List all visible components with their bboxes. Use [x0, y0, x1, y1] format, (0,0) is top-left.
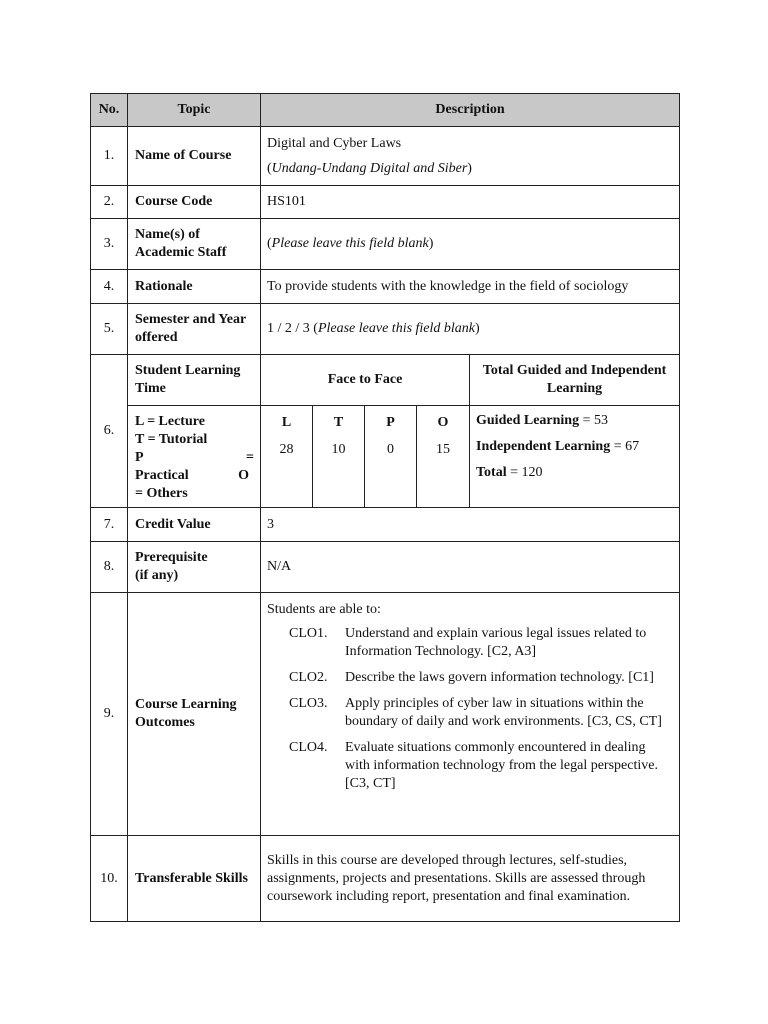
table-row [91, 304, 680, 355]
guided-learning-cell [470, 406, 680, 508]
row-number: 9. [91, 593, 128, 836]
lecture-hours-cell [261, 406, 313, 508]
row-topic: Name(s) of Academic Staff [128, 219, 261, 270]
table-row [91, 127, 680, 186]
legend-tutorial: T = Tutorial [135, 432, 208, 447]
row-description [261, 127, 680, 186]
learning-time-legend [128, 406, 261, 508]
academic-staff-value: (Please leave this field blank) [261, 219, 680, 270]
clo-text: Describe the laws govern information technology. [C1] [345, 670, 654, 685]
header-row [91, 94, 680, 127]
row-number: 7. [91, 508, 128, 542]
row-number: 1. [91, 127, 128, 186]
row-topic: Name of Course [128, 127, 261, 186]
row-number: 4. [91, 270, 128, 304]
course-name-malay: (Undang-Undang Digital and Siber) [267, 161, 472, 176]
table-row [91, 219, 680, 270]
clo-text: Understand and explain various legal issues related to Information Technology. [C2, A3] [345, 626, 647, 659]
others-value: 15 [436, 442, 450, 457]
row-topic: Course Code [128, 186, 261, 219]
row-topic: Student Learning Time [128, 355, 261, 406]
table-row [91, 836, 680, 922]
clo-text: Apply principles of cyber law in situations within the boundary of daily and work environments. [C3, CS, CT] [345, 696, 662, 729]
table-row [91, 508, 680, 542]
table-row [91, 542, 680, 593]
row-number: 10. [91, 836, 128, 922]
clo-text: Evaluate situations commonly encountered in dealing with information technology from the legal perspective. [C3, CT] [345, 740, 658, 791]
legend-practical-line: P = [135, 450, 254, 465]
list-item [289, 739, 673, 793]
tutorial-value: 10 [331, 442, 346, 457]
rationale-value: To provide students with the knowledge in the field of sociology [261, 270, 680, 304]
practical-label: P [386, 415, 395, 430]
clo-code: CLO4. [289, 740, 328, 755]
list-item [289, 625, 673, 661]
credit-value: 3 [261, 508, 680, 542]
legend-others: = Others [135, 486, 188, 501]
row-number: 5. [91, 304, 128, 355]
row-number: 3. [91, 219, 128, 270]
others-hours-cell [417, 406, 470, 508]
tutorial-label: T [333, 415, 344, 430]
tutorial-hours-cell [313, 406, 365, 508]
list-item [289, 669, 673, 687]
table-row [91, 186, 680, 219]
practical-value: 0 [387, 442, 394, 457]
clo-code: CLO3. [289, 696, 328, 711]
table-row [91, 593, 680, 836]
row-topic: Credit Value [128, 508, 261, 542]
row-topic: Rationale [128, 270, 261, 304]
course-name: Digital and Cyber Laws [267, 136, 402, 151]
face-to-face-header: Face to Face [261, 355, 470, 406]
row-number: 2. [91, 186, 128, 219]
transferable-skills-value: Skills in this course are developed through lectures, self-studies, assignments, projects and presentations. Skills are assessed through coursework including report, presentation and final examination. [261, 836, 680, 922]
clo-code: CLO1. [289, 626, 328, 641]
outcomes-intro: Students are able to: [267, 602, 381, 617]
header-topic: Topic [128, 94, 261, 127]
course-code-value: HS101 [261, 186, 680, 219]
others-label: O [437, 415, 449, 430]
legend-practical-others: Practical O [135, 468, 249, 483]
practical-hours-cell [365, 406, 417, 508]
course-syllabus-table [90, 93, 680, 922]
row-topic: Course Learning Outcomes [128, 593, 261, 836]
independent-learning: Independent Learning = 67 [476, 439, 640, 454]
list-item [289, 695, 673, 731]
table-row [91, 406, 680, 508]
row-topic: Transferable Skills [128, 836, 261, 922]
lecture-value: 28 [279, 442, 294, 457]
semester-value: 1 / 2 / 3 (Please leave this field blank) [261, 304, 680, 355]
table-row [91, 270, 680, 304]
row-number: 6. [91, 355, 128, 508]
header-description: Description [261, 94, 680, 127]
lecture-label: L [281, 415, 292, 430]
prerequisite-value: N/A [261, 542, 680, 593]
header-no: No. [91, 94, 128, 127]
guided-learning: Guided Learning = 53 [476, 413, 608, 428]
clo-code: CLO2. [289, 670, 328, 685]
row-number: 8. [91, 542, 128, 593]
table-row [91, 355, 680, 406]
total-guided-header: Total Guided and Independent Learning [470, 355, 680, 406]
row-topic: Prerequisite (if any) [128, 542, 261, 593]
total-learning: Total = 120 [476, 465, 543, 480]
learning-outcomes-cell [261, 593, 680, 836]
row-topic: Semester and Year offered [128, 304, 261, 355]
legend-lecture: L = Lecture [135, 414, 205, 429]
